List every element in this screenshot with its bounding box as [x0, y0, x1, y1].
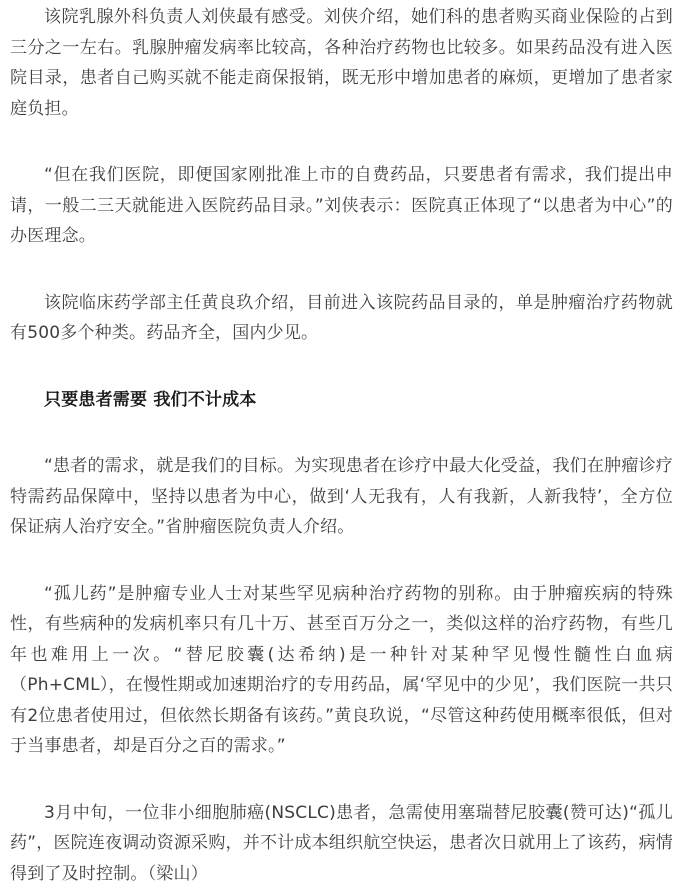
paragraph: 该院乳腺外科负责人刘侠最有感受。刘侠介绍，她们科的患者购买商业保险的占到三分之一左右。乳腺肿瘤发病率比较高，各种治疗药物也比较多。如果药品没有进入医院目录，患者自己购买就不能走商保报销，既无形中增加患者的麻烦，更增加了患者家庭负担。	[10, 2, 673, 124]
article-body	[10, 0, 673, 889]
section-heading: 只要患者需要 我们不计成本	[10, 385, 673, 416]
paragraph: “孤儿药”是肿瘤专业人士对某些罕见病种治疗药物的别称。由于肿瘤疾病的特殊性，有些病种的发病机率只有几十万、甚至百万分之一，类似这样的治疗药物，有些几年也难用上一次。“替尼胶囊(达希纳)是一种针对某种罕见慢性髓性白血病（Ph+CML），在慢性期或加速期治疗的专用药品，属‘罕见中的少见’，我们医院一共只有2位患者使用过，但依然长期备有该药。”黄良玖说，“尽管这种药使用概率很低，但对于当事患者，却是百分之百的需求。”	[10, 579, 673, 762]
paragraph-gap	[10, 349, 673, 385]
paragraph-gap	[10, 543, 673, 579]
paragraph: 3月中旬，一位非小细胞肺癌(NSCLC)患者，急需使用塞瑞替尼胶囊(赞可达)“孤儿药”，医院连夜调动资源采购，并不计成本组织航空快运，患者次日就用上了该药，病情得到了及时控制。（梁山）	[10, 798, 673, 889]
paragraph-gap	[10, 415, 673, 451]
paragraph: “患者的需求，就是我们的目标。为实现患者在诊疗中最大化受益，我们在肿瘤诊疗特需药品保障中，坚持以患者为中心，做到‘人无我有，人有我新，人新我特’，全方位保证病人治疗安全。”省肿瘤医院负责人介绍。	[10, 451, 673, 543]
paragraph-gap	[10, 252, 673, 288]
paragraph-gap	[10, 762, 673, 798]
paragraph: “但在我们医院，即便国家刚批准上市的自费药品，只要患者有需求，我们提出申请，一般二三天就能进入医院药品目录。”刘侠表示：医院真正体现了“以患者为中心”的办医理念。	[10, 160, 673, 252]
paragraph-gap	[10, 124, 673, 160]
paragraph: 该院临床药学部主任黄良玖介绍，目前进入该院药品目录的，单是肿瘤治疗药物就有500多个种类。药品齐全，国内少见。	[10, 288, 673, 349]
